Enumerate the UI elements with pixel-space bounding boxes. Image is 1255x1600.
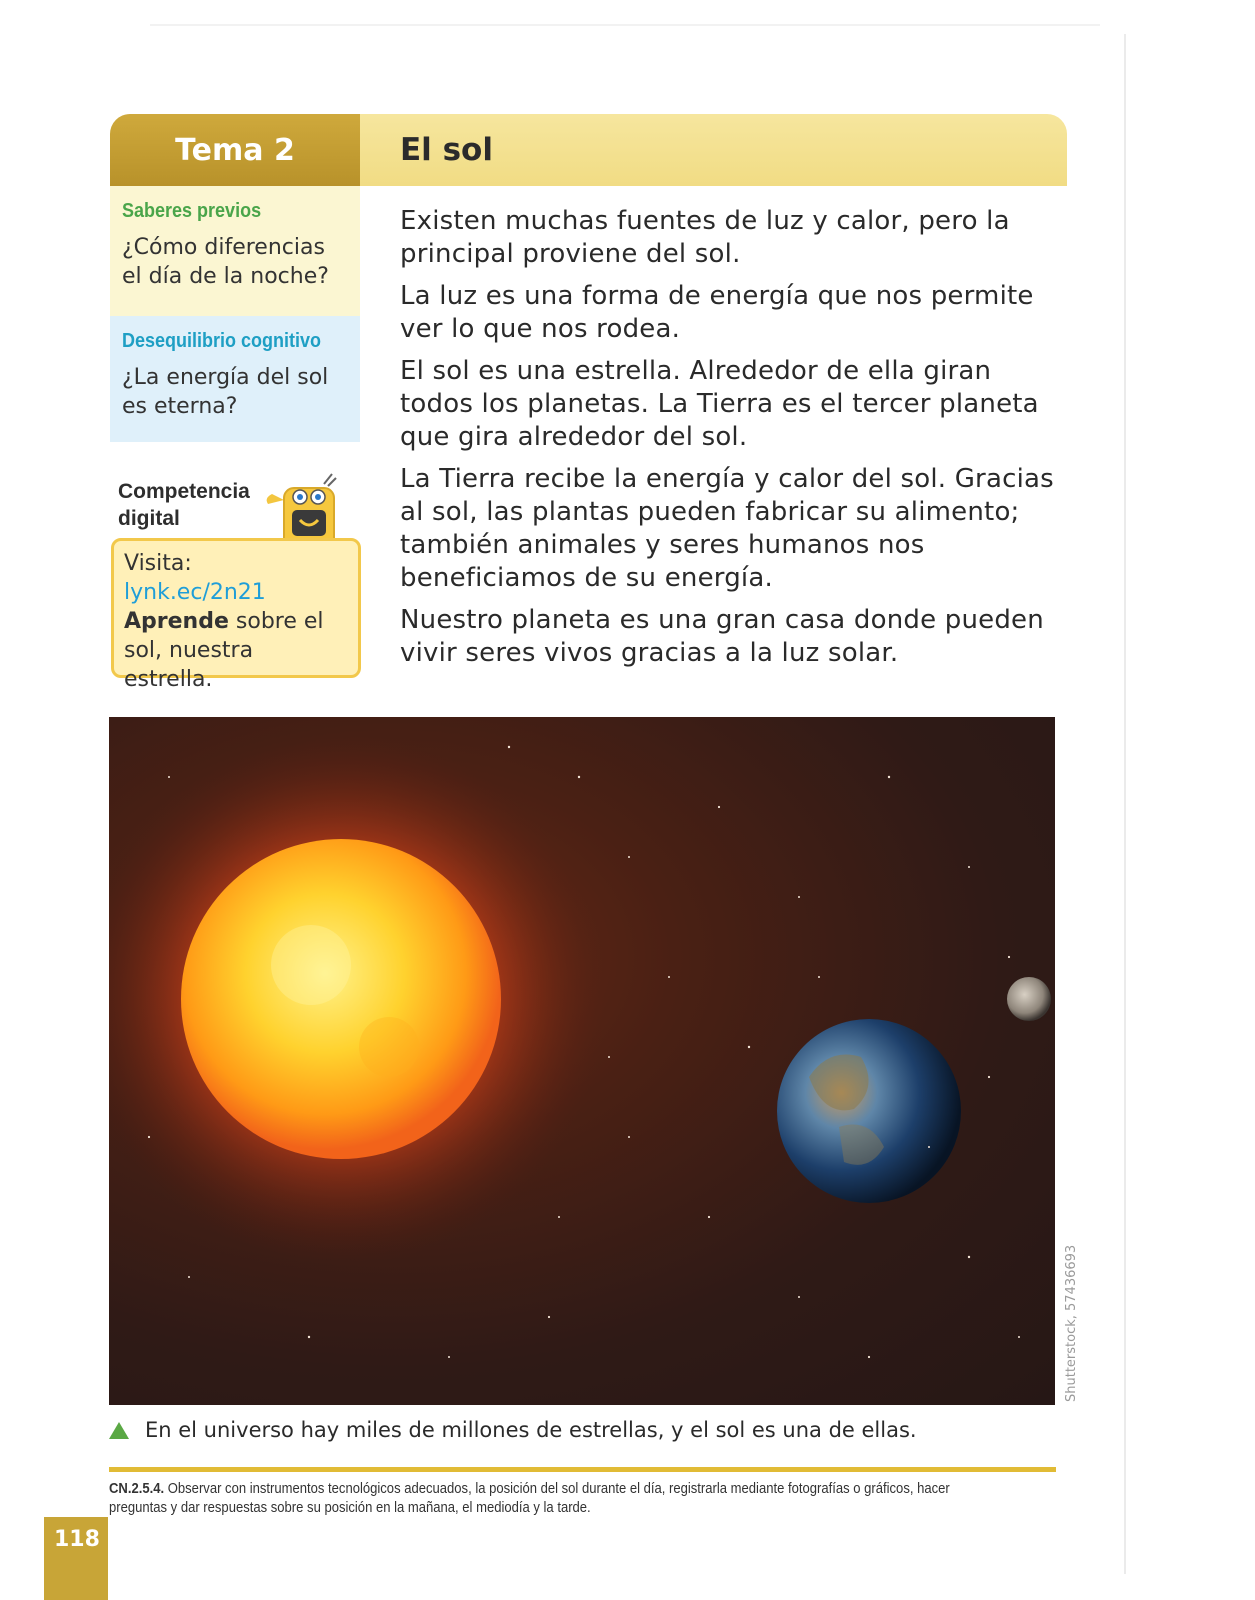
- competencia-title: Competencia digital: [118, 480, 250, 530]
- main-text: [400, 205, 1060, 679]
- paragraph: La Tierra recibe la energía y calor del sol. Gracias al sol, las plantas pueden fabricar su alimento; también animales y seres humanos nos beneficiamos de su energía.: [400, 464, 1054, 593]
- sun: [181, 839, 501, 1159]
- curriculum-footnote: [109, 1480, 973, 1518]
- page-edge-top: [150, 24, 1100, 26]
- visita-link[interactable]: lynk.ec/2n21: [124, 580, 266, 605]
- aprende-bold: Aprende: [124, 609, 229, 634]
- page-title: [360, 114, 1067, 186]
- caption-text: En el universo hay miles de millones de estrellas, y el sol es una de ellas.: [145, 1418, 917, 1442]
- desequilibrio-box: [110, 316, 360, 442]
- desequilibrio-heading: Desequilibrio cognitivo: [122, 330, 322, 352]
- visita-box: [111, 538, 361, 692]
- saberes-question: ¿Cómo diferencias el día de la noche?: [122, 235, 329, 289]
- footnote-code: CN.2.5.4.: [109, 1481, 165, 1497]
- page-number: 118: [44, 1517, 108, 1600]
- page-title-text: El sol: [400, 132, 493, 168]
- paragraph: La luz es una forma de energía que nos permite ver lo que nos rodea.: [400, 281, 1034, 344]
- footnote-text: Observar con instrumentos tecnológicos adecuados, la posición del sol durante el día, registrarla mediante fotografías o gráficos, hacer preguntas y dar respuestas sobre su posición en la mañana, el mediodía y la tarde.: [109, 1481, 950, 1516]
- paragraph: Existen muchas fuentes de luz y calor, pero la principal proviene del sol.: [400, 206, 1010, 269]
- space-illustration: [109, 717, 1055, 1405]
- photo-credit: Shutterstock, 57436693: [1064, 1244, 1079, 1402]
- moon: [1007, 977, 1051, 1021]
- saberes-previos-box: [110, 186, 360, 316]
- paragraph: El sol es una estrella. Alrededor de ella giran todos los planetas. La Tierra es el tercer planeta que gira alrededor del sol.: [400, 356, 1039, 452]
- tema-label: Tema 2: [110, 114, 360, 186]
- aprende-text: [124, 607, 348, 694]
- page-edge-right: [1124, 34, 1126, 1574]
- earth: [777, 1019, 961, 1203]
- paragraph: Nuestro planeta es una gran casa donde pueden vivir seres vivos gracias a la luz solar.: [400, 605, 1044, 668]
- aprende-rest: sobre el sol, nuestra estrella.: [124, 609, 324, 692]
- footer-rule: [109, 1467, 1056, 1472]
- desequilibrio-question: ¿La energía del sol es eterna?: [122, 365, 329, 419]
- space-scene: [109, 717, 1055, 1405]
- visita-label: Visita:: [124, 551, 192, 576]
- figure-caption: [109, 1418, 917, 1442]
- triangle-icon: [109, 1422, 129, 1439]
- saberes-heading: Saberes previos: [122, 200, 262, 222]
